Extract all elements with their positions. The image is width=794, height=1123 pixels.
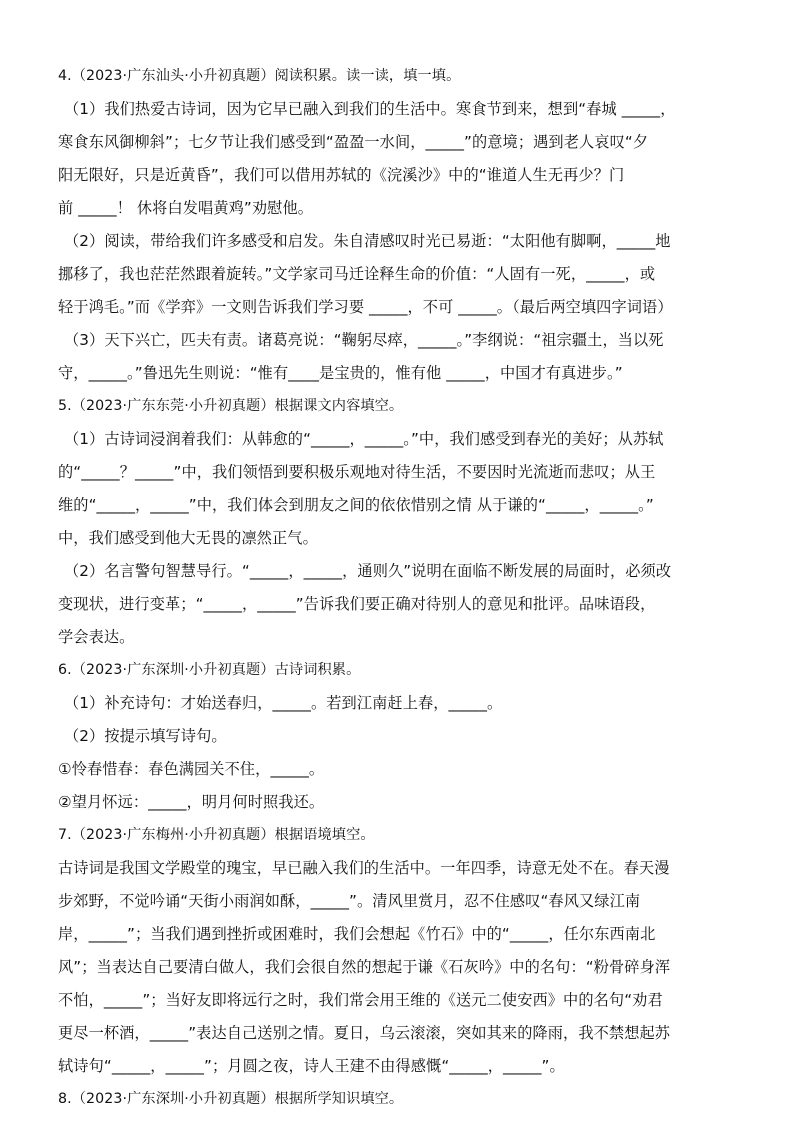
question-4-part-3-line: （3）天下兴亡，匹夫有责。诸葛亮说：“鞠躬尽瘁，_____。”李纲说：“祖宗疆土，当以死: [64, 331, 664, 349]
question-7-passage-line: 不怕，_____”；当好友即将远行之时，我们常会用王维的《送元二使安西》中的名句“劝君: [58, 991, 663, 1009]
question-5-part-2-line: 变现状，进行变革；“_____，_____”告诉我们要正确对待别人的意见和批评。品味语段，: [58, 595, 656, 613]
question-7-passage-line: 更尽一杯酒，_____”表达自己送别之情。夏日，乌云滚滚，突如其来的降雨，我不禁想起苏: [58, 1024, 671, 1042]
question-4-part-2-line: 挪移了，我也茫茫然跟着旋转。”文学家司马迁诠释生命的价值：“人固有一死，_____，或: [58, 265, 656, 283]
question-4-part-1-line: 阳无限好，只是近黄昏”，我们可以借用苏轼的《浣溪沙》中的“谁道人生无再少？门: [58, 166, 625, 184]
question-6-part-2-line: （2）按提示填写诗句。: [64, 727, 227, 745]
question-6-item-2: ②望月怀远：_____，明月何时照我还。: [58, 793, 325, 811]
question-4-part-1-line: 寒食东风御柳斜”；七夕节让我们感受到“盈盈一水间，_____”的意境；遇到老人哀叹“夕: [58, 133, 649, 151]
question-7-passage-line: 风”；当表达自己要清白做人，我们会很自然的想起于谦《石灰吟》中的名句：“粉骨碎身浑: [58, 958, 671, 976]
question-5-part-2-line: 学会表达。: [58, 628, 135, 646]
question-4-part-3-line: 守，_____。”鲁迅先生则说：“惟有____是宝贵的，惟有他 _____，中国才有真进步。”: [58, 364, 623, 382]
question-4-heading: 4.（2023·广东汕头·小升初真题）阅读积累。读一读，填一填。: [58, 68, 461, 84]
question-5-part-1-line: 中，我们感受到他大无畏的凛然正气。: [58, 529, 318, 547]
question-4-part-2-line: （2）阅读，带给我们许多感受和启发。朱自清感叹时光已易逝：“太阳他有脚啊，_____地: [64, 232, 671, 250]
question-7-passage-line: 轼诗句“_____，_____”；月圆之夜，诗人王建不由得感慨“_____，_____”。: [58, 1057, 565, 1075]
question-6-part-1-line: （1）补充诗句：才始送春归，_____。若到江南赶上春，_____。: [64, 694, 503, 712]
question-8-heading: 8.（2023·广东深圳·小升初真题）根据所学知识填空。: [58, 1091, 404, 1107]
question-4-part-2-line: 轻于鸿毛。”而《学弈》一文则告诉我们学习要 _____，不可 _____。（最后两空填四字词语）: [58, 298, 673, 316]
question-4-part-1-line: 前 _____！ 休将白发唱黄鸡”劝慰他。: [58, 199, 314, 217]
question-5-part-1-line: （1）古诗词浸润着我们：从韩愈的“_____，_____。”中，我们感受到春光的美好；从苏轼: [64, 430, 664, 448]
question-5-part-1-line: 维的“_____，_____”中，我们体会到朋友之间的依依惜别之情 从于谦的“_____，_____。”: [58, 496, 654, 514]
question-7-heading: 7.（2023·广东梅州·小升初真题）根据语境填空。: [58, 827, 375, 843]
question-5-part-1-line: 的“_____？_____”中，我们领悟到要积极乐观地对待生活，不要因时光流逝而悲叹；从王: [58, 463, 656, 481]
question-7-passage-line: 步郊野，不觉吟诵“天街小雨润如酥，_____”。清风里赏月，忍不住感叹“春风又绿江南: [58, 892, 641, 910]
question-7-passage-line: 岸，_____”；当我们遇到挫折或困难时，我们会想起《竹石》中的“_____，任尔东西南北: [58, 925, 656, 943]
question-4-part-1-line: （1）我们热爱古诗词，因为它早已融入到我们的生活中。寒食节到来，想到“春城 _____，: [64, 100, 676, 118]
question-5-part-2-line: （2）名言警句智慧导行。“_____，_____，通则久”说明在面临不断发展的局面时，必须改: [64, 562, 672, 580]
question-5-heading: 5.（2023·广东东莞·小升初真题）根据课文内容填空。: [58, 398, 404, 414]
question-7-passage-line: 古诗词是我国文学殿堂的瑰宝，早已融入我们的生活中。一年四季，诗意无处不在。春天漫: [58, 859, 670, 877]
document-body: [58, 60, 738, 1116]
question-6-heading: 6.（2023·广东深圳·小升初真题）古诗词积累。: [58, 662, 361, 678]
question-6-item-1: ①怜春惜春：春色满园关不住，_____。: [58, 760, 325, 778]
